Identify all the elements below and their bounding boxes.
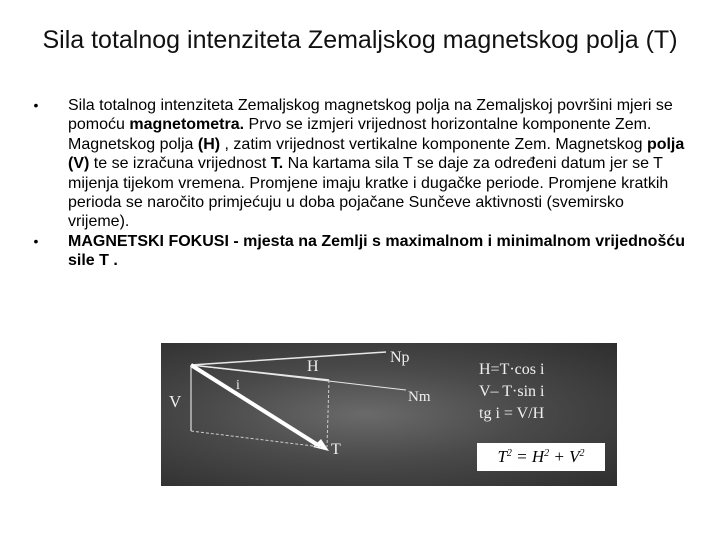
bold-text-segment: (H) [197, 135, 221, 153]
label-i: i [236, 378, 240, 393]
formula-exp: 2 [544, 448, 550, 459]
np-line [191, 352, 386, 365]
h-projection-line [327, 380, 329, 447]
bold-text-segment: MAGNETSKI FOKUSI - mjesta na Zemlji s maximalnom i minimalnom vrijednošću sile T . [68, 232, 686, 270]
formula-h: H=T·cos i [479, 361, 545, 378]
text-segment: Sila totalnog intenziteta Zemaljskog magnetskog polja na Zemaljskoj površini mjeri se pomoću [68, 97, 673, 134]
slide-title: Sila totalnog intenziteta Zemaljskog magnetskog polja (T) [42, 26, 678, 54]
label-nm: Nm [408, 389, 431, 405]
formula-tg: tg i = V/H [479, 405, 545, 422]
formula-t: T [497, 447, 507, 466]
text-segment: Prvo se izmjeri vrijednost horizontalne komponente Zem. Magnetskog polja [68, 116, 652, 153]
text-segment: Na kartama sila T se daje za određeni datum jer se T mijenja tijekom vremena. Promjene imaju kratke i dugačke periode. Promjene kratkih perioda se naročito primjećuju u doba pojačane Sunčeve aktivnosti (svemirsko vrijeme). [68, 155, 669, 231]
formula-exp: 2 [579, 448, 585, 459]
bold-text-segment: magnetometra. [129, 116, 245, 134]
bullet-text [68, 233, 685, 269]
text-segment: , zatim vrijednost vertikalne komponente Zem. Magnetskog [220, 135, 647, 153]
magnetic-field-diagram [161, 343, 617, 486]
bullet-text [68, 97, 684, 230]
bullet-list [26, 96, 686, 271]
text-segment: te se izračuna vrijednost [89, 155, 271, 173]
bullet-item [26, 96, 686, 232]
formula-v: V– T·sin i [479, 383, 545, 400]
formula-eq-h: = H [516, 447, 545, 466]
formula-plus-v: + V [553, 447, 580, 466]
label-h: H [307, 358, 319, 375]
bullet-marker: • [33, 97, 39, 113]
label-np: Np [390, 349, 410, 366]
label-t: T [331, 441, 341, 458]
formula-exp: 2 [506, 448, 512, 459]
bold-text-segment: T. [270, 155, 284, 173]
bullet-marker: • [33, 232, 39, 249]
label-v: V [169, 392, 182, 411]
bullet-item [26, 232, 686, 271]
bold-text-segment: polja (V) [68, 135, 685, 173]
pythagorean-formula [477, 443, 605, 471]
